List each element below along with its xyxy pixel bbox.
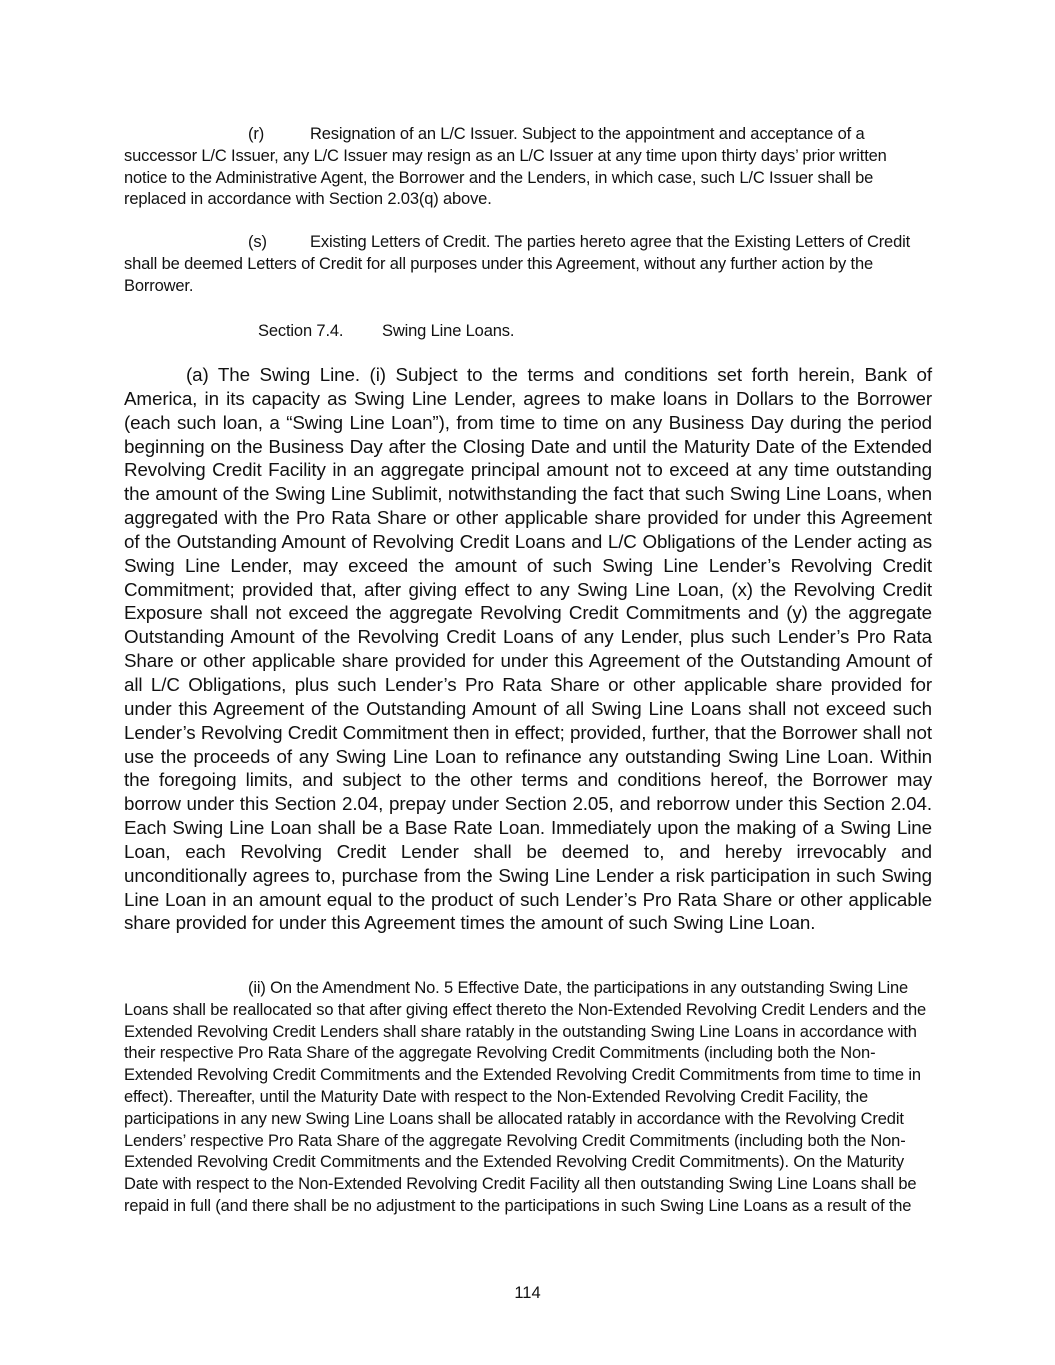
paragraph-ii: (ii) On the Amendment No. 5 Effective Date, the participations in any outstanding Swing Line Loans shall be reallocated so that after giving effect thereto the Non-Extended Revolving Credit Lenders and the Extended Revolving Credit Lenders shall share ratably in the outstanding Swing Line Loans in accordance with their respective Pro Rata Share of the aggregate Revolving Credit Commitments (including both the Non-Extended Revolving Credit Commitments and the Extended Revolving Credit Commitments from time to time in effect). Thereafter, until the Maturity Date with respect to the Non-Extended Revolving Credit Facility, the participations in any new Swing Line Loans shall be allocated ratably in accordance with the Revolving Credit Lenders’ respective Pro Rata Share of the aggregate Revolving Credit Commitments (including both the Non-Extended Revolving Credit Commitments and the Extended Revolving Credit Commitments). On the Maturity Date with respect to the Non-Extended Revolving Credit Facility all then outstanding Swing Line Loans shall be repaid in full (and there shall be no adjustment to the participations in such Swing Line Loans as a result of the [124,979,926,1215]
section-title: Swing Line Loans. [382,322,515,340]
paragraph-r-text: Resignation of an L/C Issuer. Subject to the appointment and acceptance of a successor L/C Issuer, any L/C Issuer may resign as an L/C Issuer at any time upon thirty days’ prior written notice to the Administrative Agent, the Borrower and the Lenders, in which case, such L/C Issuer shall be replaced in accordance with Section 2.03(q) above. [124,125,887,209]
paragraph-r-label: (r) [248,125,265,143]
section-number: Section 7.4. [258,322,344,340]
section-heading [258,320,514,342]
paragraph-r [124,124,932,211]
paragraph-s-text: Existing Letters of Credit. The parties hereto agree that the Existing Letters of Credit shall be deemed Letters of Credit for all purposes under this Agreement, without any further action by the Borrower. [124,233,911,295]
paragraph-a: (a) The Swing Line. (i) Subject to the terms and conditions set forth herein, Bank of America, in its capacity as Swing Line Lender, agrees to make loans in Dollars to the Borrower (each such loan, a “Swing Line Loan”), from time to time on any Business Day during the period beginning on the Business Day after the Closing Date and until the Maturity Date of the Extended Revolving Credit Facility in an aggregate principal amount not to exceed at any time outstanding the amount of the Swing Line Sublimit, notwithstanding the fact that such Swing Line Loans, when aggregated with the Pro Rata Share or other applicable share provided for under this Agreement of the Outstanding Amount of Revolving Credit Loans and L/C Obligations of the Lender acting as Swing Line Lender, may exceed the amount of such Swing Line Lender’s Revolving Credit Commitment; provided that, after giving effect to any Swing Line Loan, (x) the Revolving Credit Exposure shall not exceed the aggregate Revolving Credit Commitments and (y) the aggregate Outstanding Amount of the Revolving Credit Loans of any Lender, plus such Lender’s Pro Rata Share or other applicable share provided for under this Agreement of the Outstanding Amount of all L/C Obligations, plus such Lender’s Pro Rata Share or other applicable share provided for under this Agreement of the Outstanding Amount of all Swing Line Loans shall not exceed such Lender’s Revolving Credit Commitment then in effect; provided, further, that the Borrower shall not use the proceeds of any Swing Line Loan to refinance any outstanding Swing Line Loan. Within the foregoing limits, and subject to the other terms and conditions hereof, the Borrower may borrow under this Section 2.04, prepay under Section 2.05, and reborrow under this Section 2.04. Each Swing Line Loan shall be a Base Rate Loan. Immediately upon the making of a Swing Line Loan, each Revolving Credit Lender shall be deemed to, and hereby irrevocably and unconditionally agrees to, purchase from the Swing Line Lender a risk participation in such Swing Line Loan in an amount equal to the product of such Lender’s Pro Rata Share or other applicable share provided for under this Agreement times the amount of such Swing Line Loan. [124,364,932,934]
page-number: 114 [514,1284,541,1302]
paragraph-s [124,232,932,297]
paragraph-s-label: (s) [248,233,267,251]
